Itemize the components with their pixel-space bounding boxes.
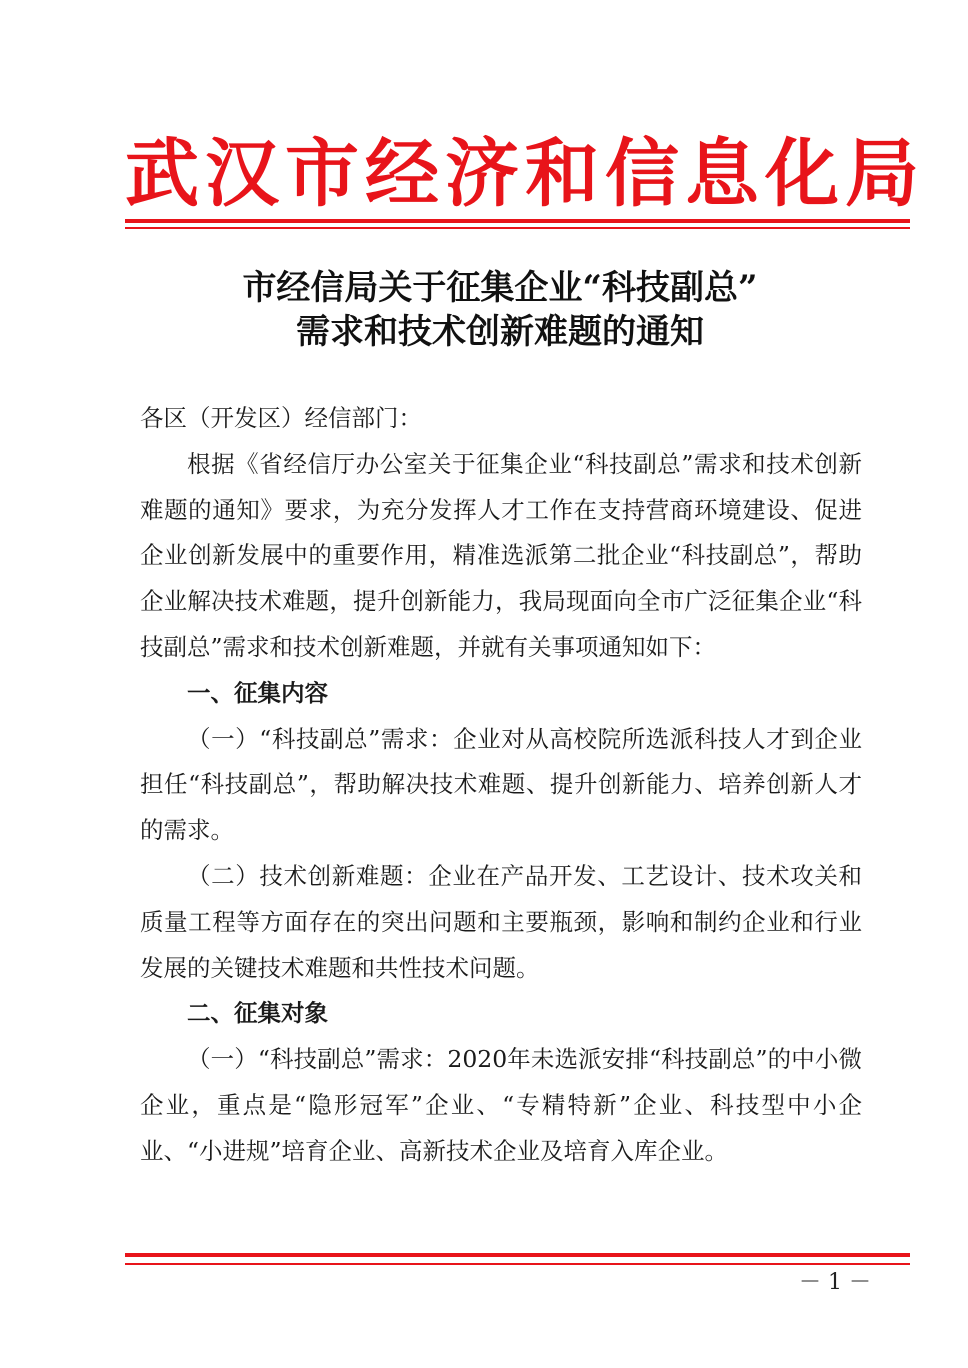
document-title-line-1: 市经信局关于征集企业“科技副总” — [242, 268, 758, 308]
section-1-item-1: （一）“科技副总”需求：企业对从高校院所选派科技人才到企业担任“科技副总”，帮助解决技术难题、提升创新能力、培养创新人才的需求。 — [140, 724, 862, 845]
salutation: 各区（开发区）经信部门： — [140, 404, 422, 432]
section-1-heading: 一、征集内容 — [187, 678, 328, 707]
issuer-header: 武汉市经济和信息化局 — [125, 131, 925, 217]
section-1-item-2: （二）技术创新难题：企业在产品开发、工艺设计、技术攻关和质量工程等方面存在的突出问题和主要瓶颈，影响和制约企业和行业发展的关键技术难题和共性技术问题。 — [140, 861, 862, 982]
section-2-heading: 二、征集对象 — [187, 999, 328, 1028]
footer-thick-rule — [125, 1253, 910, 1257]
document-body — [140, 396, 862, 1175]
page-number: － 1 － — [799, 1270, 871, 1295]
header-thin-rule — [125, 227, 910, 229]
footer-thin-rule — [125, 1263, 910, 1265]
header-thick-rule — [125, 219, 910, 223]
section-2-item-1: （一）“科技副总”需求：2020年未选派安排“科技副总”的中小微企业，重点是“隐形冠军”企业、“专精特新”企业、科技型中小企业、“小进规”培育企业、高新技术企业及培育入库企业。 — [140, 1045, 862, 1165]
intro-paragraph: 根据《省经信厅办公室关于征集企业“科技副总”需求和技术创新难题的通知》要求，为充分发挥人才工作在支持营商环境建设、促进企业创新发展中的重要作用，精准选派第二批企业“科技副总”，帮助企业解决技术难题，提升创新能力，我局现面向全市广泛征集企业“科技副总”需求和技术创新难题，并就有关事项通知如下： — [140, 449, 862, 661]
document-title-line-2: 需求和技术创新难题的通知 — [296, 312, 704, 352]
